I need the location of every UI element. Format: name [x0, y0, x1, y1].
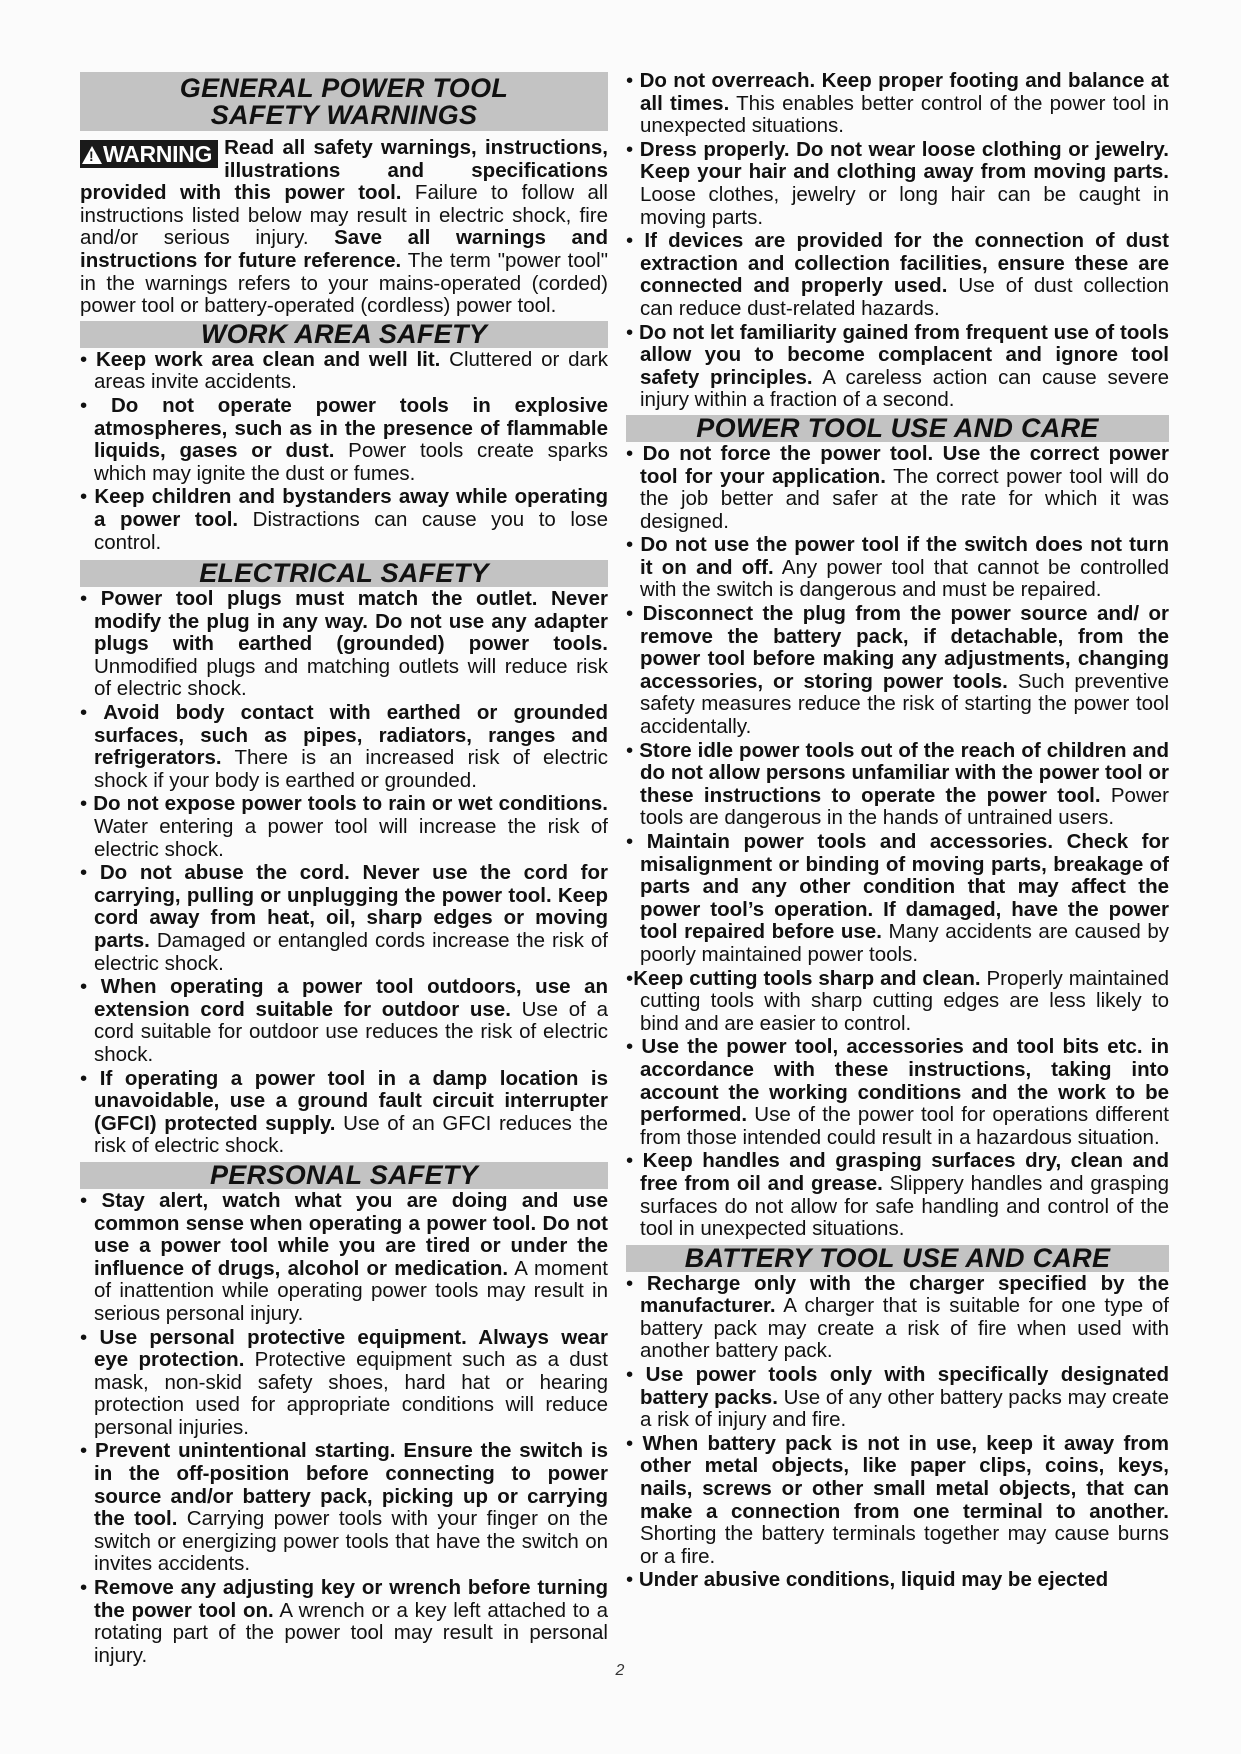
list-item: • Do not overreach. Keep proper footing and balance at all times. This enables better control of the power tool in unexpected situations. — [626, 69, 1169, 138]
intro-bold-2: Save all warnings and instructions for future reference. — [80, 226, 608, 272]
work-area-heading: WORK AREA SAFETY — [80, 321, 608, 348]
general-intro — [80, 137, 608, 318]
list-item: • If operating a power tool in a damp location is unavoidable, use a ground fault circuit interrupter (GFCI) protected supply. Use of an GFCI reduces the risk of electric shock. — [80, 1066, 608, 1158]
list-item: •Keep cutting tools sharp and clean. Properly maintained cutting tools with sharp cutting edges are less likely to bind and are easier to control. — [626, 966, 1170, 1035]
list-item: • Keep work area clean and well lit. Cluttered or dark areas invite accidents. — [80, 347, 609, 394]
warning-badge — [80, 140, 218, 168]
list-item: • When operating a power tool outdoors, use an extension cord suitable for outdoor use. Use of a cord suitable for outdoor use reduces the risk of electric shock. — [80, 975, 608, 1066]
list-item: • Remove any adjusting key or wrench before turning the power tool on. A wrench or a key left attached to a rotating part of the power tool may result in personal injury. — [80, 1576, 609, 1667]
list-item: • Under abusive conditions, liquid may be ejected — [626, 1568, 1109, 1592]
left-column — [80, 70, 608, 1668]
list-item: • Keep children and bystanders away while operating a power tool. Distractions can cause you to lose control. — [80, 485, 608, 554]
battery-heading: BATTERY TOOL USE AND CARE — [626, 1245, 1169, 1272]
list-item: • When battery pack is not in use, keep it away from other metal objects, like paper clips, coins, keys, nails, screws or other small metal objects, that can make a connection from one terminal to another. Shorting the battery terminals together may cause burns or a fire. — [626, 1431, 1169, 1568]
intro-text-2: The term "power tool" in the warnings refers to your mains-operated (corded) power tool or battery-operated (cordless) power tool. — [80, 248, 608, 318]
list-item: • Power tool plugs must match the outlet. Never modify the plug in any way. Do not use any adapter plugs with earthed (grounded) power tools. Unmodified plugs and matching outlets will reduce risk of electric shock. — [80, 587, 609, 701]
list-item: • Avoid body contact with earthed or grounded surfaces, such as pipes, radiators, ranges and refrigerators. There is an increased risk of electric shock if your body is earthed or grounded. — [80, 701, 608, 792]
list-item: • Maintain power tools and accessories. Check for misalignment or binding of moving parts, breakage of parts and any other condition that may affect the power tool’s operation. If damaged, have the power tool repaired before use. Many accidents are caused by poorly maintained power tools. — [626, 830, 1169, 966]
list-item: • Use the power tool, accessories and tool bits etc. in accordance with these instructions, taking into account the working conditions and the work to be performed. Use of the power tool for operations different from those intended could result in a hazardous situation. — [626, 1035, 1169, 1149]
list-item: • Do not abuse the cord. Never use the cord for carrying, pulling or unplugging the power tool. Keep cord away from heat, oil, sharp edges or moving parts. Damaged or entangled cords increase the risk of electric shock. — [80, 861, 609, 975]
intro-bold: Read all safety warnings, instructions, illustrations and specifications provided with this power tool. — [80, 136, 608, 205]
electrical-safety-heading: ELECTRICAL SAFETY — [80, 560, 608, 587]
personal-safety-heading: PERSONAL SAFETY — [80, 1162, 608, 1189]
list-item: • Do not force the power tool. Use the correct power tool for your application. The correct power tool will do the job better and safer at the rate for which it was designed. — [626, 441, 1170, 533]
list-item: • Recharge only with the charger specified by the manufacturer. A charger that is suitable for one type of battery pack may create a risk of fire when used with another battery pack. — [626, 1271, 1169, 1363]
electrical-list — [80, 588, 608, 1158]
work-area-list — [80, 349, 608, 554]
list-item: • Disconnect the plug from the power source and/ or remove the battery pack, if detachable, from the power tool before making any adjustments, changing accessories, or storing power tools. Such preventive safety measures reduce the risk of starting the power tool accidentally. — [626, 602, 1170, 739]
warning-label: WARNING — [103, 141, 213, 167]
tool-use-list — [626, 443, 1169, 1241]
list-item: • Do not operate power tools in explosive atmospheres, such as in the presence of flammable liquids, gases or dust. Power tools create sparks which may ignite the dust or fumes. — [80, 393, 609, 485]
list-item: • Do not let familiarity gained from frequent use of tools allow you to become complacent and ignore tool safety principles. A careless action can cause severe injury within a fraction of a second. — [626, 320, 1169, 412]
list-item: • Use personal protective equipment. Always wear eye protection. Protective equipment such as a dust mask, non-skid safety shoes, hard hat or hearing protection used for appropriate conditions will reduce personal injuries. — [80, 1325, 608, 1439]
personal-list — [80, 1190, 608, 1667]
battery-list — [626, 1273, 1169, 1592]
list-item: • Keep handles and grasping surfaces dry, clean and free from oil and grease. Slippery handles and grasping surfaces do not allow for safe handling and control of the tool in unexpected situations. — [626, 1149, 1170, 1241]
list-item: • If devices are provided for the connection of dust extraction and collection facilities, ensure these are connected and properly used. Use of dust collection can reduce dust-related hazards. — [626, 229, 1169, 320]
general-safety-heading — [80, 72, 608, 131]
list-item: • Store idle power tools out of the reach of children and do not allow persons unfamiliar with the power tool or these instructions to operate the power tool. Power tools are dangerous in the hands of untrained users. — [626, 738, 1169, 830]
intro-text: Failure to follow all instructions listed below may result in electric shock, fire and/or serious injury. — [80, 181, 608, 250]
page-number: 2 — [615, 1662, 625, 1679]
list-item: • Use power tools only with specifically designated battery packs. Use of any other battery packs may create a risk of injury and fire. — [626, 1363, 1170, 1432]
tool-use-heading: POWER TOOL USE AND CARE — [626, 415, 1169, 442]
heading-line-2: SAFETY WARNINGS — [210, 100, 478, 130]
list-item: • Prevent unintentional starting. Ensure the switch is in the off-position before connecting to power source and/or battery pack, picking up or carrying the tool. Carrying power tools with your finger on the switch or energizing power tools that have the switch on invites accidents. — [80, 1439, 608, 1576]
list-item: • Do not expose power tools to rain or wet conditions. Water entering a power tool will increase the risk of electric shock. — [80, 792, 608, 861]
list-item: • Do not use the power tool if the switch does not turn it on and off. Any power tool that cannot be controlled with the switch is dangerous and must be repaired. — [626, 533, 1169, 602]
list-item: • Dress properly. Do not wear loose clothing or jewelry. Keep your hair and clothing away from moving parts. Loose clothes, jewelry or long hair can be caught in moving parts. — [626, 137, 1169, 229]
heading-line-1: GENERAL POWER TOOL — [179, 73, 509, 103]
warning-triangle-icon: ! — [82, 146, 102, 164]
list-item: • Stay alert, watch what you are doing and use common sense when operating a power tool. Do not use a power tool while you are tired or under the influence of drugs, alcohol or medication. A moment of inattention while operating power tools may result in serious personal injury. — [80, 1188, 609, 1325]
right-column — [626, 70, 1169, 1593]
personal-continued-list — [626, 70, 1169, 412]
